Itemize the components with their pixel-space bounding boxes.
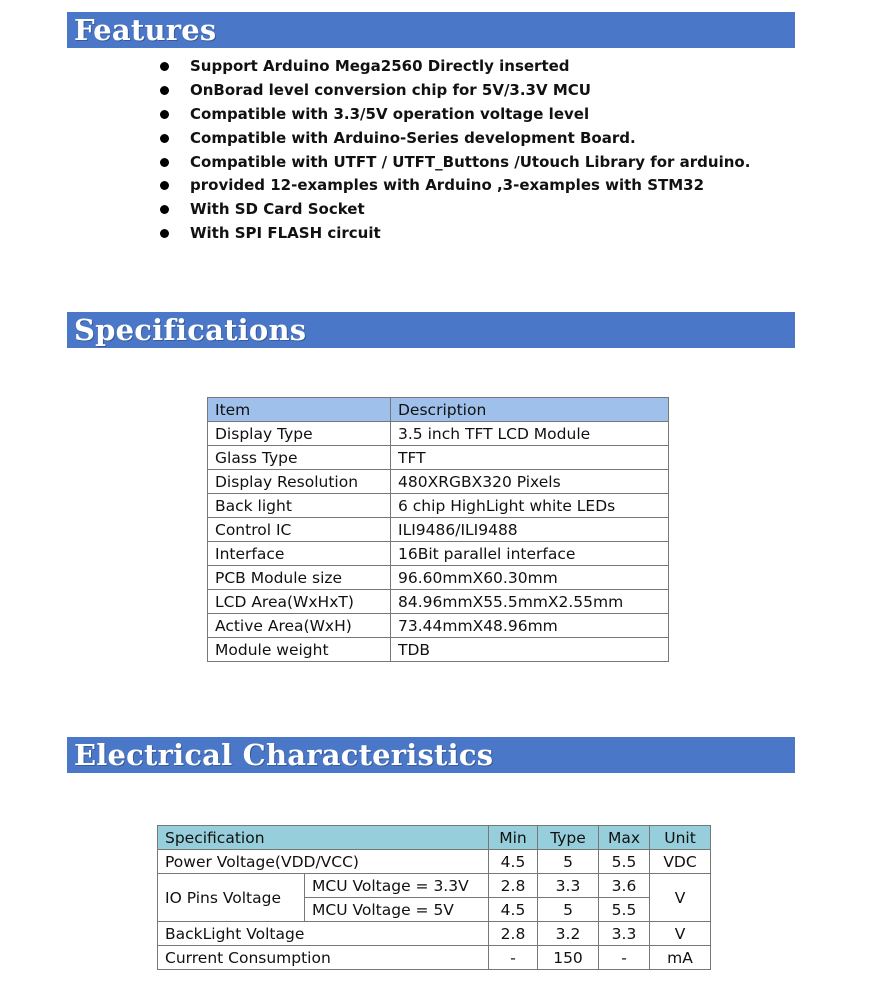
description-cell: 96.60mmX60.30mm: [391, 566, 669, 590]
feature-text: Compatible with Arduino-Series development Board.: [190, 128, 636, 147]
feature-item: [158, 127, 750, 151]
item-cell: Active Area(WxH): [208, 614, 391, 638]
specifications-table: [207, 397, 669, 662]
table-header-row: [158, 826, 711, 850]
item-cell: PCB Module size: [208, 566, 391, 590]
type-cell: 3.2: [538, 922, 599, 946]
type-cell: 150: [538, 946, 599, 970]
features-heading: Features: [67, 12, 795, 48]
bullet-icon: [160, 110, 169, 119]
type-cell: 5: [538, 850, 599, 874]
description-cell: TFT: [391, 446, 669, 470]
description-cell: 16Bit parallel interface: [391, 542, 669, 566]
table-row: [158, 850, 711, 874]
feature-text: With SD Card Socket: [190, 200, 365, 219]
spec-cell: BackLight Voltage: [158, 922, 489, 946]
description-cell: 3.5 inch TFT LCD Module: [391, 422, 669, 446]
unit-cell: VDC: [650, 850, 711, 874]
min-cell: 4.5: [489, 898, 538, 922]
header-cell: Specification: [158, 826, 489, 850]
max-cell: 3.6: [599, 874, 650, 898]
description-cell: 480XRGBX320 Pixels: [391, 470, 669, 494]
header-cell: Max: [599, 826, 650, 850]
header-cell: Min: [489, 826, 538, 850]
max-cell: 5.5: [599, 850, 650, 874]
feature-text: Compatible with 3.3/5V operation voltage level: [190, 104, 590, 123]
type-cell: 3.3: [538, 874, 599, 898]
bullet-icon: [160, 229, 169, 238]
header-cell: Description: [391, 398, 669, 422]
feature-item: [158, 103, 750, 127]
item-cell: Display Resolution: [208, 470, 391, 494]
item-cell: Control IC: [208, 518, 391, 542]
bullet-icon: [160, 62, 169, 71]
min-cell: 4.5: [489, 850, 538, 874]
electrical-table: [157, 825, 711, 970]
spec-cell: IO Pins Voltage: [158, 874, 305, 922]
item-cell: LCD Area(WxHxT): [208, 590, 391, 614]
item-cell: Glass Type: [208, 446, 391, 470]
table-row: [208, 542, 669, 566]
spec-cell: Power Voltage(VDD/VCC): [158, 850, 489, 874]
item-cell: Display Type: [208, 422, 391, 446]
condition-cell: MCU Voltage = 5V: [305, 898, 489, 922]
unit-cell: V: [650, 922, 711, 946]
bullet-icon: [160, 158, 169, 167]
feature-text: With SPI FLASH circuit: [190, 224, 381, 243]
feature-text: provided 12-examples with Arduino ,3-examples with STM32: [190, 176, 705, 195]
feature-item: [158, 198, 750, 222]
feature-item: [158, 174, 750, 198]
unit-cell: mA: [650, 946, 711, 970]
table-row: [158, 874, 711, 898]
type-cell: 5: [538, 898, 599, 922]
description-cell: 84.96mmX55.5mmX2.55mm: [391, 590, 669, 614]
feature-item: [158, 79, 750, 103]
feature-item: [158, 151, 750, 175]
bullet-icon: [160, 134, 169, 143]
table-row: [158, 922, 711, 946]
table-header-row: [208, 398, 669, 422]
header-cell: Unit: [650, 826, 711, 850]
min-cell: 2.8: [489, 874, 538, 898]
item-cell: Module weight: [208, 638, 391, 662]
unit-cell: V: [650, 874, 711, 922]
description-cell: 6 chip HighLight white LEDs: [391, 494, 669, 518]
table-row: [208, 518, 669, 542]
bullet-icon: [160, 181, 169, 190]
description-cell: ILI9486/ILI9488: [391, 518, 669, 542]
max-cell: 5.5: [599, 898, 650, 922]
max-cell: -: [599, 946, 650, 970]
table-row: [208, 470, 669, 494]
header-cell: Type: [538, 826, 599, 850]
min-cell: -: [489, 946, 538, 970]
feature-text: Compatible with UTFT / UTFT_Buttons /Utouch Library for arduino.: [190, 152, 751, 171]
table-row: [208, 494, 669, 518]
header-cell: Item: [208, 398, 391, 422]
table-row: [158, 946, 711, 970]
item-cell: Interface: [208, 542, 391, 566]
table-row: [208, 614, 669, 638]
max-cell: 3.3: [599, 922, 650, 946]
bullet-icon: [160, 86, 169, 95]
table-row: [208, 422, 669, 446]
condition-cell: MCU Voltage = 3.3V: [305, 874, 489, 898]
feature-item: [158, 55, 750, 79]
table-row: [208, 638, 669, 662]
feature-text: Support Arduino Mega2560 Directly inserted: [190, 57, 570, 75]
bullet-icon: [160, 205, 169, 214]
table-row: [208, 590, 669, 614]
feature-text: OnBorad level conversion chip for 5V/3.3V MCU: [190, 80, 591, 99]
specifications-heading: Specifications: [67, 312, 795, 348]
description-cell: TDB: [391, 638, 669, 662]
min-cell: 2.8: [489, 922, 538, 946]
feature-item: [158, 222, 750, 246]
table-row: [208, 446, 669, 470]
features-list: [158, 55, 750, 246]
electrical-heading: Electrical Characteristics: [67, 737, 795, 773]
table-row: [208, 566, 669, 590]
item-cell: Back light: [208, 494, 391, 518]
spec-cell: Current Consumption: [158, 946, 489, 970]
description-cell: 73.44mmX48.96mm: [391, 614, 669, 638]
